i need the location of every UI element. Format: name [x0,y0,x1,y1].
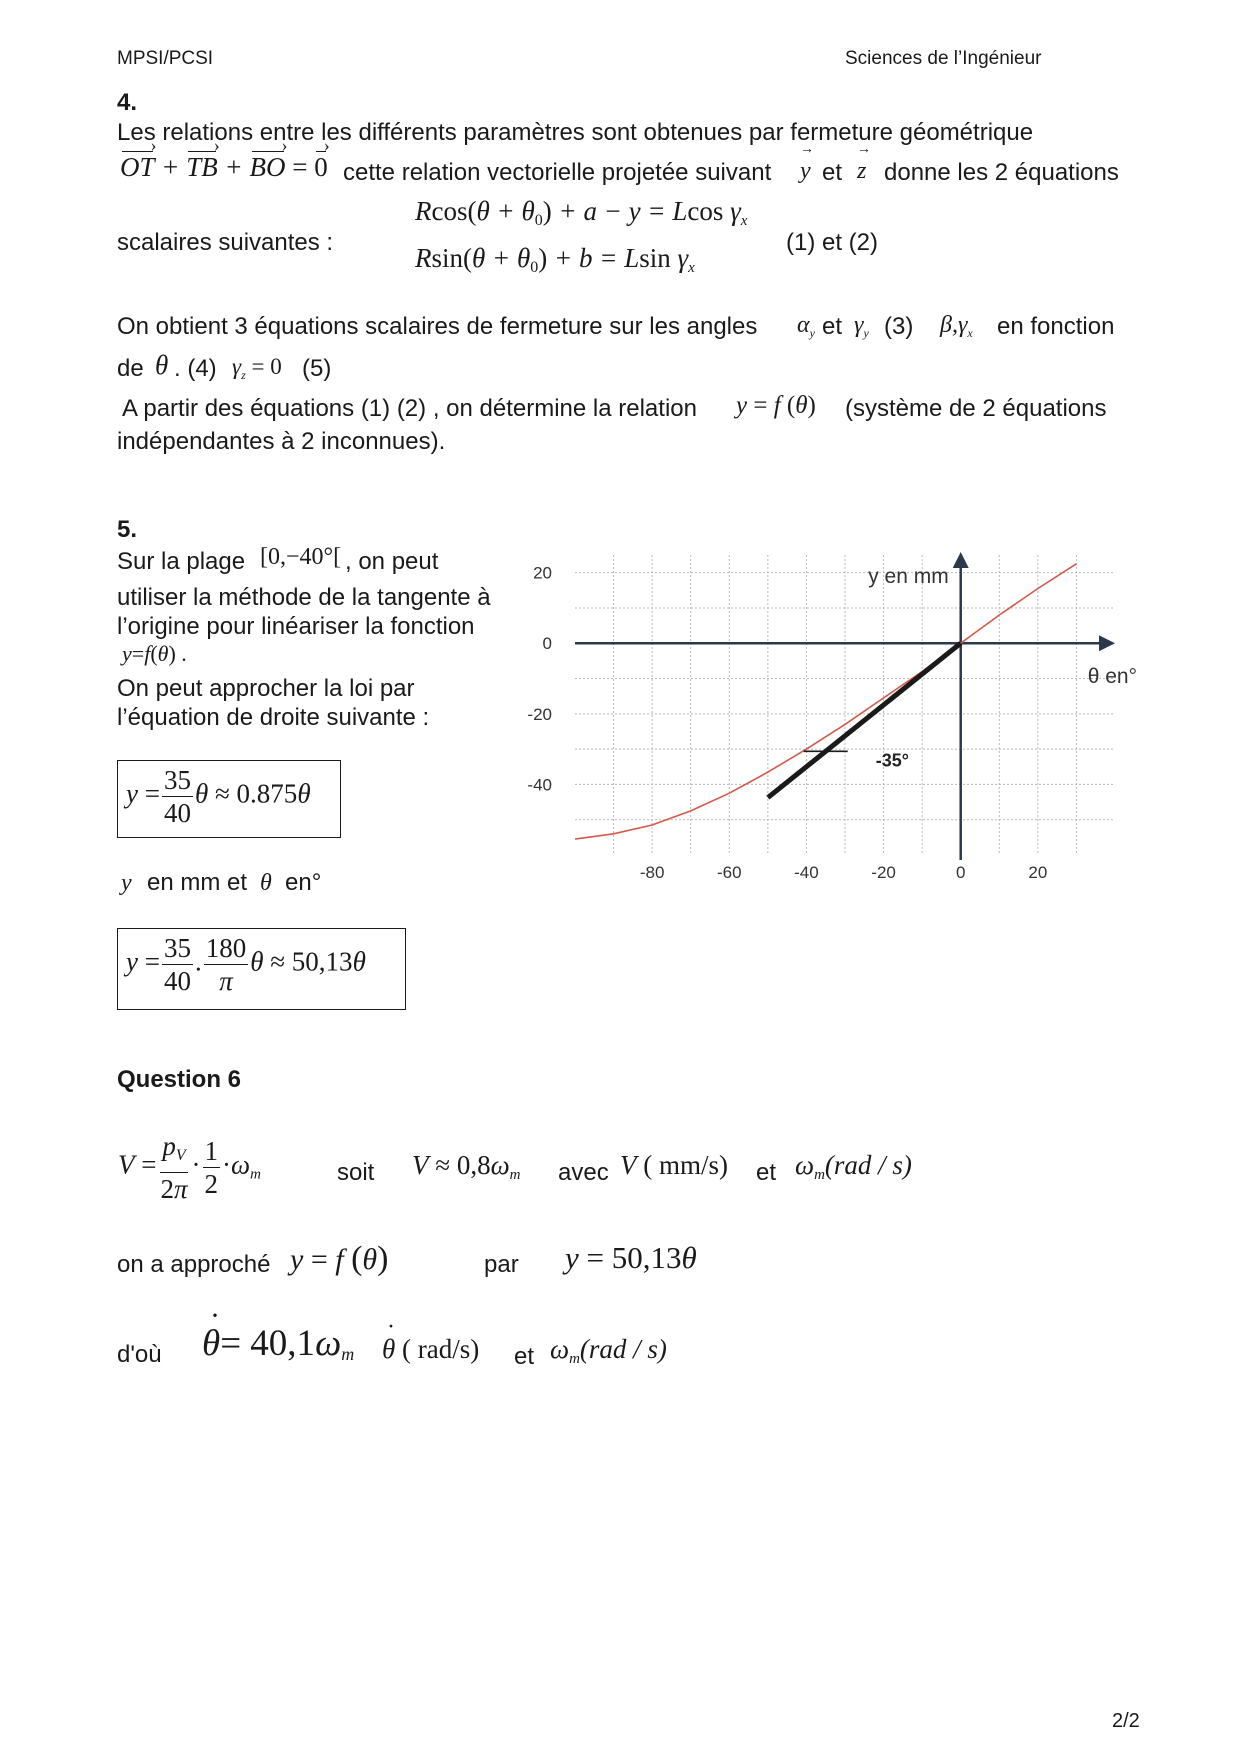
beta-gamma-x: $\beta,\gamma_x$ [940,312,973,340]
x-tick-label: -40 [794,863,819,882]
range-interval: [0,−40°[ [260,544,342,570]
equation-1: Rcos(θ + θ0) + a − y = Lcos $\gamma_x$ [415,196,748,229]
q6-dou: d'où [117,1341,162,1368]
sec4-line2b: donne les 2 équations [884,159,1119,186]
omega-unit-2: $\omega_m(rad / s)$ [550,1334,667,1367]
section-4-number: 4. [117,89,138,116]
theta-dot-result: θ · = $40,1\omega_m$ [202,1299,355,1364]
vector-z: z → [857,158,866,185]
sec4-line2et: et [822,159,843,186]
theta-dot-unit: θ · ( rad/s) [382,1314,480,1364]
equation-2: Rsin(θ + θ0) + b = Lsin $\gamma_x$ [415,243,695,276]
sec4-scal: scalaires suivantes : [117,229,334,256]
function-y-f-theta: y=f(θ) . [122,641,187,666]
gamma-y: $\gamma_y$ [854,312,869,340]
velocity-approx: $V \approx 0,8\omega_m$ [412,1150,521,1183]
sec5-l1b: , on peut [345,548,439,575]
velocity-formula: V = $\frac{pV}{2\pi}$ · $\frac{1}{2}$ $\cdot\omega_m$ [118,1131,261,1204]
sec5-units-a: en mm et [147,869,248,896]
eq-ref: (1) et (2) [786,229,879,256]
sec4-line2a: cette relation vectorielle projetée suivant [343,159,772,186]
y-tick-label: 0 [542,634,552,654]
question-6-title: Question 6 [117,1066,242,1093]
sec4-dot4: . (4) [174,355,217,382]
q6-par: par [484,1251,519,1278]
gamma-z-equation: $\gamma_z = 0$ [232,354,282,382]
sec4-obtient: On obtient 3 équations scalaires de fermeture sur les angles [117,313,758,340]
chart-series [575,564,1076,839]
chart-labels [527,564,1137,882]
alpha-y: $\alpha_y$ [797,312,815,340]
sec5-l6: l’équation de droite suivante : [117,704,430,731]
x-tick-label: -20 [871,863,896,882]
relation-y-f-theta: y = f (θ) [736,392,816,419]
sec5-l1a: Sur la plage [117,548,246,575]
header-left: MPSI/PCSI [117,48,214,69]
sec4-partir: A partir des équations (1) (2) , on détermine la relation [122,395,697,422]
sec5-units-b: en° [285,869,322,896]
linear-law-equation: y = $\frac{35}{40}$ θ ≈ 0.875θ [126,765,311,828]
y-tick-label: -20 [527,704,552,724]
vector-closure-equation: OT › + TB › + BO › = 0 › [120,152,328,183]
tangent-line [768,643,961,797]
y-axis-arrow [953,552,969,568]
q6-onap: on a approché [117,1251,271,1278]
y-tick-label: 20 [533,563,552,583]
q6-soit: soit [337,1159,375,1186]
x-tick-label: 0 [955,863,966,882]
sec5-l2: utiliser la méthode de la tangente à [117,584,491,611]
chart-axes [575,552,1115,860]
x-tick-label: 20 [1028,863,1048,882]
x-tick-label: -60 [716,863,742,882]
sec4-obt-b: en fonction [997,313,1115,340]
q6-et2: et [514,1343,535,1370]
section-5-number: 5. [117,516,138,543]
sec4-obt-3: (3) [884,313,914,340]
q6-et1: et [756,1159,777,1186]
sec4-partir-b: (système de 2 équations [845,395,1107,422]
header-right: Sciences de l’Ingénieur [845,48,1042,69]
q6-avec: avec [558,1159,609,1186]
sec5-l5: On peut approcher la loi par [117,675,415,702]
sec4-n5: (5) [302,355,332,382]
chart [520,540,1140,890]
vector-y: y → [800,158,811,185]
x-axis-label: θ en° [1087,665,1137,689]
converted-law-equation: y = $\frac{35}{40}$ . $\frac{180}{\pi}$ θ ≈ 50,13θ [126,933,366,996]
page-number: 2/2 [1112,1710,1140,1732]
y-symbol: y [121,870,132,896]
linear-relation: y = 50,13θ [565,1240,697,1275]
annotation-label: -35° [875,750,909,771]
sec5-l3: l’origine pour linéariser la fonction [117,613,475,640]
y-axis-label: y en mm [868,565,949,588]
sec4-de: de [117,355,144,382]
relation-y-f-theta-2: y = f (θ) [290,1240,389,1277]
sec4-line1: Les relations entre les différents paramètres sont obtenues par fermeture géométrique [117,119,1034,146]
omega-unit: $\omega_m(rad / s)$ [795,1150,912,1183]
curve-y-f-theta [575,564,1076,839]
chart-grid [575,555,1115,855]
x-tick-label: -80 [639,863,665,882]
sec4-indep: indépendantes à 2 inconnues). [117,428,446,455]
theta-symbol-2: θ [260,870,272,896]
velocity-unit: V ( mm/s) [620,1150,728,1180]
sec4-obt-et: et [822,313,843,340]
theta-symbol: θ [155,350,169,380]
x-axis-arrow [1099,635,1115,651]
y-tick-label: -40 [527,775,552,795]
